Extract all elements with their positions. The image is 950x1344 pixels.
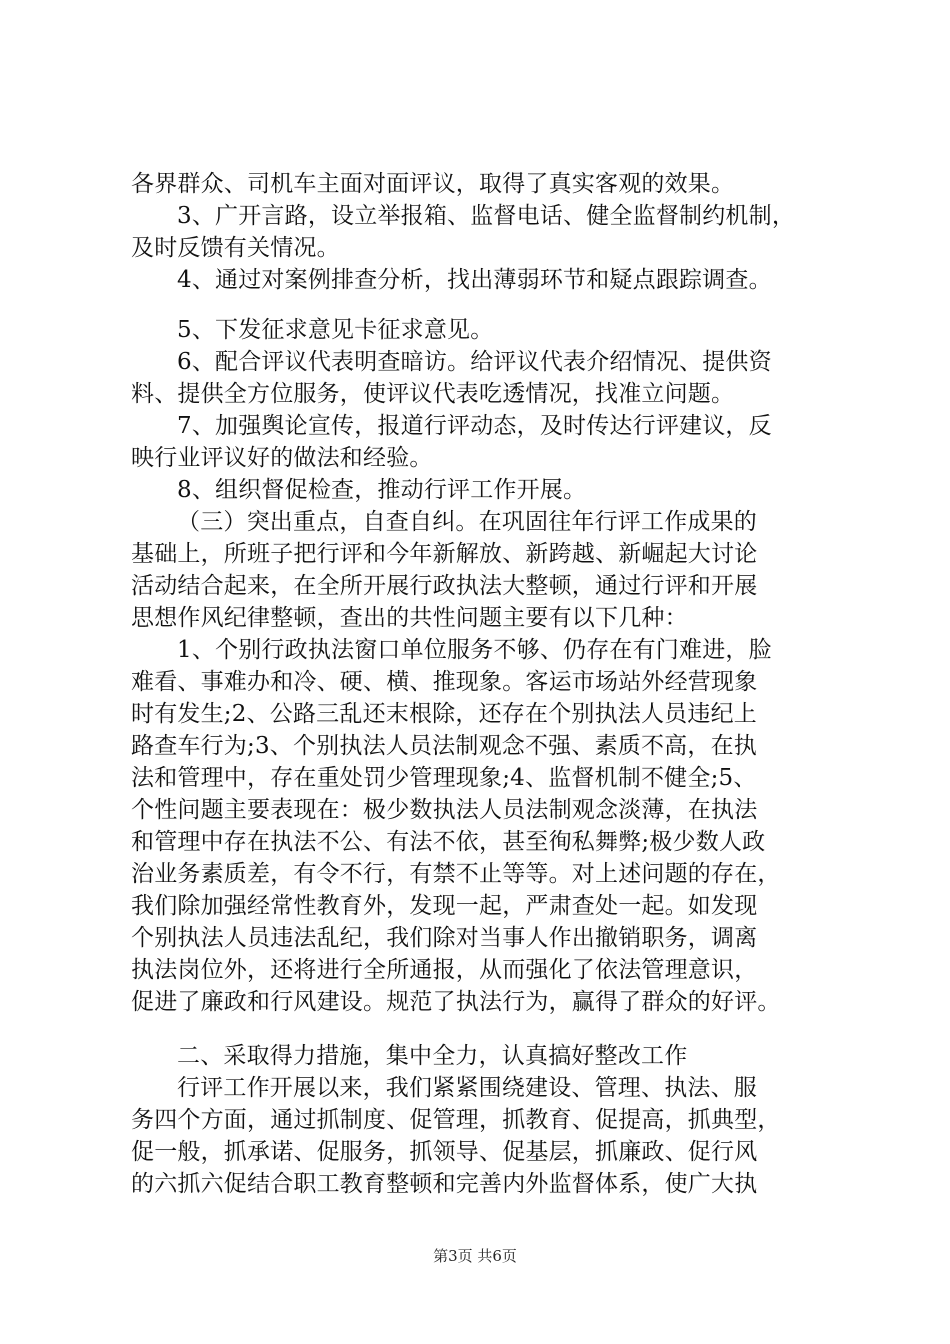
text-line: 基础上，所班子把行评和今年新解放、新跨越、新崛起大讨论 (131, 541, 758, 567)
text-line: 个别执法人员违法乱纪，我们除对当事人作出撤销职务，调离 (131, 925, 758, 951)
section-heading: 二、采取得力措施，集中全力，认真搞好整改工作 (177, 1043, 688, 1069)
text-line: 活动结合起来，在全所开展行政执法大整顿，通过行评和开展 (131, 573, 758, 599)
text-line: 促一般，抓承诺、促服务，抓领导、促基层，抓廉政、促行风 (131, 1139, 758, 1165)
text-line: 1、个别行政执法窗口单位服务不够、仍存在有门难进，脸 (177, 637, 772, 663)
text-line: 时有发生;2、公路三乱还末根除，还存在个别执法人员违纪上 (131, 701, 757, 727)
text-line: 我们除加强经常性教育外，发现一起，严肃查处一起。如发现 (131, 893, 758, 919)
text-line: 8、组织督促检查，推动行评工作开展。 (177, 477, 587, 503)
text-line: 映行业评议好的做法和经验。 (131, 445, 433, 471)
text-line: 思想作风纪律整顿，查出的共性问题主要有以下几种： (131, 605, 688, 631)
text-line: 治业务素质差，有令不行，有禁不止等等。对上述问题的存在， (131, 861, 781, 887)
text-line: 4、通过对案例排查分析，找出薄弱环节和疑点跟踪调查。 (177, 267, 772, 293)
text-line: 3、广开言路，设立举报箱、监督电话、健全监督制约机制， (177, 203, 796, 229)
text-line: 法和管理中，存在重处罚少管理现象;4、监督机制不健全;5、 (131, 765, 757, 791)
text-line: 务四个方面，通过抓制度、促管理，抓教育、促提高，抓典型， (131, 1107, 781, 1133)
text-line: 和管理中存在执法不公、有法不依，甚至徇私舞弊;极少数人政 (131, 829, 766, 855)
paragraph-gap (131, 1018, 831, 1040)
text-line: 料、提供全方位服务，使评议代表吃透情况，找准立问题。 (131, 381, 735, 407)
page-number-footer: 第3页 共6页 (433, 1247, 517, 1265)
text-line: 的六抓六促结合职工教育整顿和完善内外监督体系，使广大执 (131, 1171, 758, 1197)
text-line: 及时反馈有关情况。 (131, 235, 340, 261)
text-line: 促进了廉政和行风建设。规范了执法行为，赢得了群众的好评。 (131, 989, 781, 1015)
text-line: 路查车行为;3、个别执法人员法制观念不强、素质不高，在执 (131, 733, 757, 759)
text-line: 个性问题主要表现在：极少数执法人员法制观念淡薄，在执法 (131, 797, 758, 823)
text-line: 6、配合评议代表明查暗访。给评议代表介绍情况、提供资 (177, 349, 772, 375)
text-line: 难看、事难办和冷、硬、横、推现象。客运市场站外经营现象 (131, 669, 758, 695)
document-body (131, 168, 831, 1200)
text-line: 各界群众、司机车主面对面评议，取得了真实客观的效果。 (131, 171, 735, 197)
text-line: （三）突出重点，自查自纠。在巩固往年行评工作成果的 (177, 509, 757, 535)
text-line: 7、加强舆论宣传，报道行评动态，及时传达行评建议，反 (177, 413, 772, 439)
text-line: 5、下发征求意见卡征求意见。 (177, 317, 494, 343)
paragraph-gap (131, 296, 831, 314)
text-line: 行评工作开展以来，我们紧紧围绕建设、管理、执法、服 (177, 1075, 757, 1101)
text-line: 执法岗位外，还将进行全所通报，从而强化了依法管理意识， (131, 957, 758, 983)
